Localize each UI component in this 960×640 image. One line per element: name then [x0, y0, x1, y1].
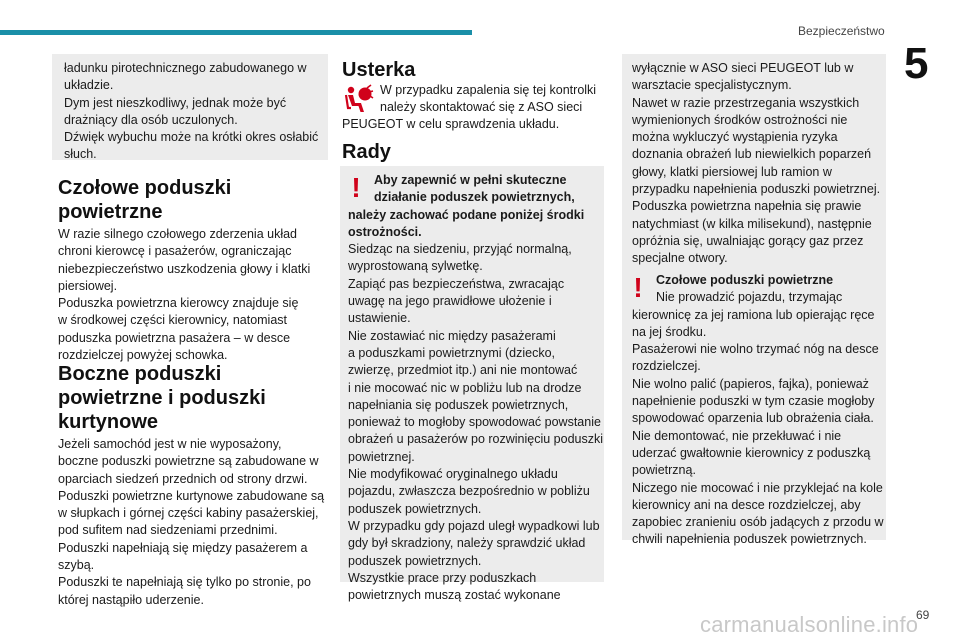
text-line: wyłącznie w ASO sieci PEUGEOT lub w [632, 61, 854, 75]
chapter-number: 5 [904, 39, 929, 88]
text-line: piersiowej. [58, 278, 118, 293]
text-line: ładunku pirotechnicznego zabudowanego w [64, 61, 307, 75]
text-line: Pasażerowi nie wolno trzymać nóg na desce [632, 342, 879, 357]
text-line: specjalne otwory. [632, 251, 728, 266]
text-line: Nawet w razie przestrzegania wszystkich [632, 95, 860, 110]
text-line: Poduszki napełniają się między pasażerem a [58, 540, 308, 555]
text-line: Dźwięk wybuchu może na krótki okres osłabić [64, 130, 319, 145]
text-line: Niczego nie mocować i nie przyklejać na kole [632, 480, 883, 495]
text-line: kierownicę za jej ramiona lub opierając ręce [632, 307, 875, 322]
text-line: ustawienie. [348, 311, 411, 326]
text-line: można wykluczyć wystąpienia ryzyka [632, 130, 838, 145]
fault-heading: Usterka [342, 59, 416, 81]
text-line: należy skontaktować się z ASO sieci [380, 100, 583, 115]
text-line: uderzać gwałtownie kierownicy z poduszką [632, 445, 871, 460]
heading-line: powietrzne i poduszki [58, 387, 266, 409]
text-line: chroni kierowcę i pasażerów, ograniczając [58, 244, 292, 259]
advice-box [340, 166, 604, 603]
advice-heading: Rady [342, 141, 391, 163]
text-line: rozdzielczej powyżej schowka. [58, 348, 228, 363]
text-line: opróżnia się, uwalniając gorący gaz przez [632, 233, 864, 248]
text-line: której nastąpiło uderzenie. [58, 592, 204, 607]
text-line: szybą. [58, 558, 95, 573]
text-line: i nie mocować nic w pobliżu lub na drodze [348, 380, 582, 395]
text-line: ponieważ to mogłoby spowodować powstanie [348, 415, 601, 430]
text-line: powietrznej. [348, 449, 415, 464]
text-line: Aby zapewnić w pełni skuteczne [374, 173, 567, 187]
text-line: W razie silnego czołowego zderzenia układ [58, 227, 298, 241]
warning-exclamation-icon: ! [351, 172, 361, 203]
text-line: Poduszki powietrzne kurtynowe zabudowane są [58, 488, 325, 503]
section-title: Bezpieczeństwo [798, 24, 885, 38]
text-line: Jeżeli samochód jest w nie wyposażony, [58, 437, 282, 451]
text-line: powietrzną. [632, 463, 696, 478]
text-line: kierownicy ani na desce rozdzielczej, aby [632, 497, 861, 512]
text-line: Nie prowadzić pojazdu, trzymając [656, 290, 843, 305]
pyro-note-box [52, 54, 328, 160]
text-line: Poduszka powietrzna kierowcy znajduje się [58, 296, 299, 311]
front-airbags-warning-box [622, 266, 886, 547]
text-line: Zapiąć pas bezpieczeństwa, zwracając [348, 276, 565, 291]
header-accent-bar [0, 30, 472, 35]
text-line: rozdzielczej. [632, 359, 701, 374]
text-line: przypadku napełnienia poduszki powietrznej. [632, 182, 881, 197]
watermark: carmanualsonline.info [700, 612, 919, 637]
text-line: spowodować oparzenia lub obrażenia ciała. [632, 411, 874, 426]
warning-title: Czołowe poduszki powietrzne [656, 273, 834, 287]
text-line: poduszek powietrznych. [348, 553, 482, 568]
page-number: 69 [916, 608, 930, 622]
text-line: doznania obrażeń lub niewielkich poparzeń [632, 147, 872, 162]
advice-continued-box [622, 54, 886, 266]
heading-line: Boczne poduszki [58, 363, 222, 385]
text-line: napełniania się poduszek powietrznych, [348, 397, 569, 412]
warning-exclamation-icon: ! [633, 272, 643, 303]
text-line: warsztacie specjalistycznym. [632, 78, 792, 93]
text-line: Nie zostawiać nic między pasażerami [348, 328, 556, 343]
heading-line: powietrzne [58, 201, 163, 223]
text-line: głowy, klatki piersiowej lub ramion w [632, 164, 832, 179]
text-line: działanie poduszek powietrznych, [374, 190, 575, 205]
text-line: należy zachować podane poniżej środki [348, 207, 585, 222]
text-line: natychmiast (w kilka milisekund), następnie [632, 216, 872, 231]
text-line: Poduszki te napełniają się tylko po stronie, po [58, 575, 311, 590]
text-line: Poduszka powietrzna napełnia się prawie [632, 199, 862, 214]
text-line: Nie modyfikować oryginalnego układu [348, 467, 558, 482]
text-line: słuch. [64, 147, 97, 162]
text-line: w środkowej części kierownicy, natomiast [58, 313, 288, 328]
front-airbags-section [58, 176, 324, 364]
fault-text-cont [342, 116, 602, 133]
text-line: oparciach siedzeń przednich od strony drzwi. [58, 471, 308, 486]
text-line: chwili napełnienia poduszek powietrznych. [632, 532, 867, 547]
text-line: a poduszkami powietrznymi (dziecko, [348, 345, 556, 360]
heading-line: Czołowe poduszki [58, 177, 232, 199]
text-line: poduszek powietrznych. [348, 501, 482, 516]
text-line: Dym jest nieszkodliwy, jednak może być [64, 95, 287, 110]
side-airbags-section [58, 362, 324, 609]
heading-line: kurtynowe [58, 411, 159, 433]
text-line: Nie demontować, nie przekłuwać i nie [632, 428, 842, 443]
fault-text [380, 82, 610, 117]
text-line: PEUGEOT w celu sprawdzenia układu. [342, 117, 560, 131]
front-airbags-heading [58, 176, 324, 224]
advice-section [342, 140, 602, 164]
text-line: boczne poduszki powietrzne są zabudowane w [58, 454, 319, 469]
text-line: w słupkach i górnej części kabiny pasażerskiej, [58, 506, 319, 521]
text-line: drażniący dla osób uczulonych. [64, 112, 238, 127]
text-line: na jej środku. [632, 324, 707, 339]
text-line: Nie wolno palić (papieros, fajka), ponieważ [632, 376, 869, 391]
fault-section [342, 58, 602, 82]
text-line: gdy był skradziony, należy sprawdzić układ [348, 536, 586, 551]
text-line: zwierzę, przedmiot itp.) ani nie montować [348, 363, 578, 378]
text-line: pod sufitem nad siedzeniami przednimi. [58, 523, 278, 538]
side-airbags-heading [58, 362, 324, 434]
text-line: powietrznych muszą zostać wykonane [348, 588, 561, 603]
text-line: Siedząc na siedzeniu, przyjąć normalną, [348, 242, 572, 257]
text-line: wyprostowaną sylwetkę. [348, 259, 483, 274]
text-line: niebezpieczeństwo uszkodzenia głowy i klatki [58, 261, 311, 276]
text-line: obrażeń u pasażerów po rozwinięciu poduszki [348, 432, 604, 447]
text-line: zapobiec zranieniu osób jadących z przodu w [632, 515, 884, 530]
text-line: pojazdu, zwłaszcza bezpośrednio w pobliżu [348, 484, 590, 499]
airbag-warning-icon [342, 84, 374, 116]
text-line: ostrożności. [348, 224, 422, 239]
text-line: uwagę na jego prawidłowe ułożenie i [348, 294, 552, 309]
text-line: Wszystkie prace przy poduszkach [348, 570, 537, 585]
text-line: napełnienie poduszki w tym czasie mogłoby [632, 394, 875, 409]
text-line: układzie. [64, 78, 114, 93]
text-line: wymienionych środków ostrożności nie [632, 112, 848, 127]
text-line: W przypadku zapalenia się tej kontrolki [380, 83, 597, 97]
text-line: poduszka powietrzna pasażera – w desce [58, 330, 291, 345]
text-line: W przypadku gdy pojazd uległ wypadkowi lub [348, 518, 600, 533]
